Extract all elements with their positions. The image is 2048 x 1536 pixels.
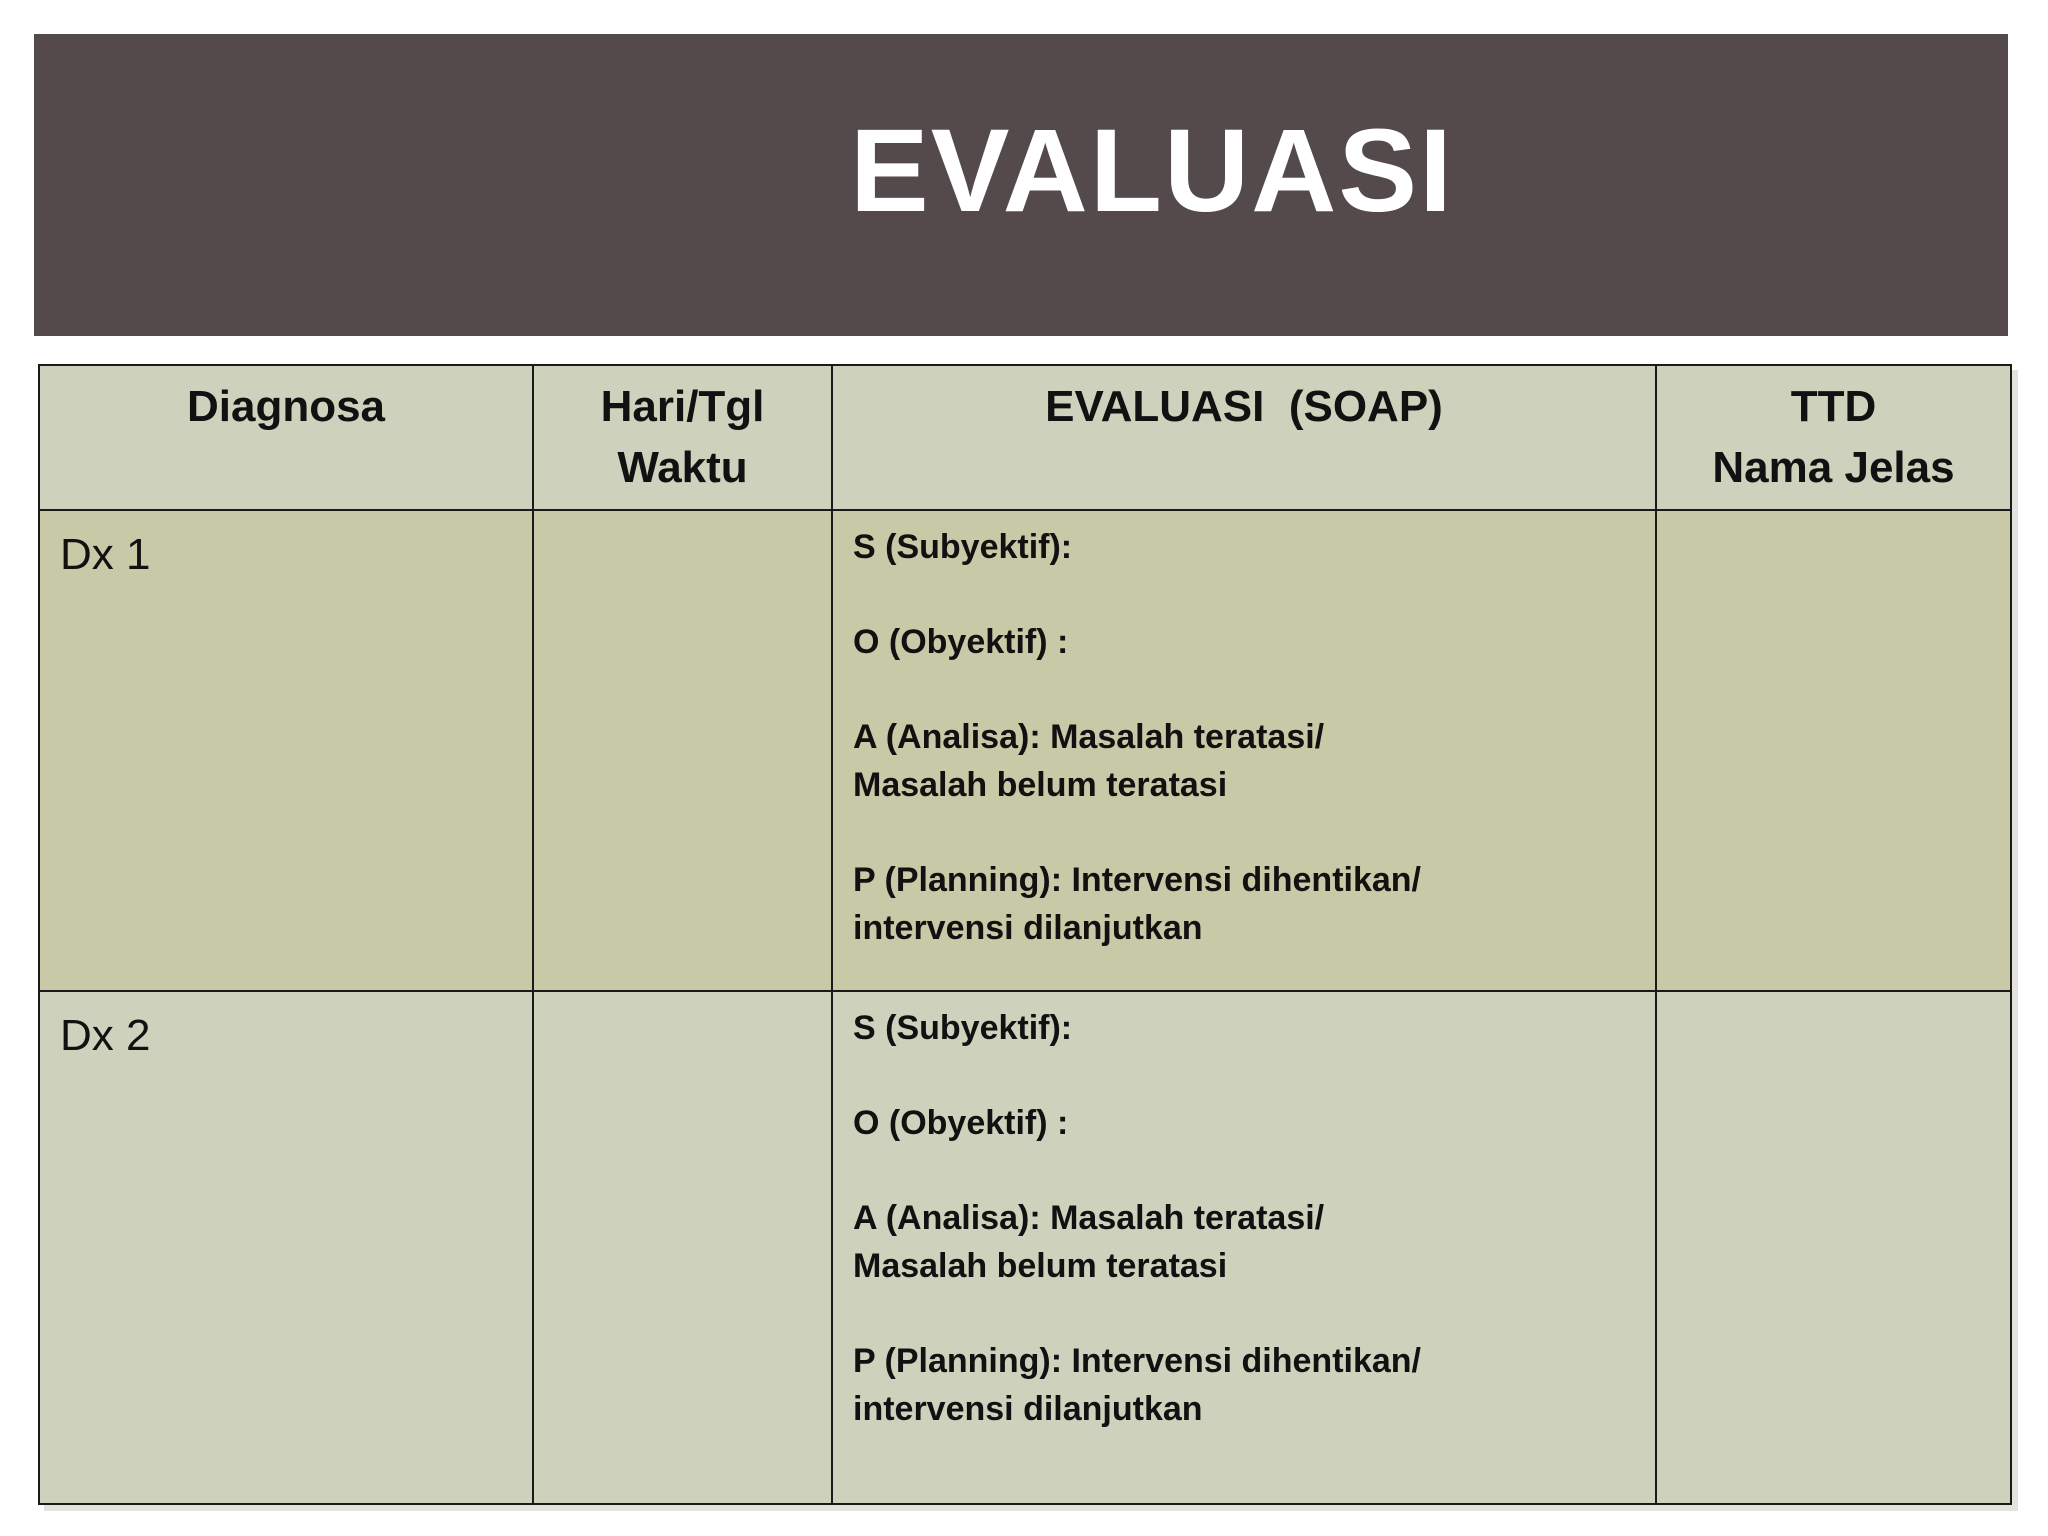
page-title: EVALUASI	[850, 105, 1454, 237]
diagnosa-cell[interactable]	[39, 991, 533, 1504]
ttd-cell[interactable]	[1656, 510, 2011, 991]
header-evaluasi	[832, 365, 1656, 510]
table-row	[39, 991, 2011, 1504]
ttd-cell[interactable]	[1656, 991, 2011, 1504]
soap-analisa-line1: A (Analisa): Masalah teratasi/	[853, 1199, 1325, 1237]
soap-planning-line2: intervensi dilanjutkan	[853, 1390, 1203, 1428]
dx-label: Dx 1	[60, 530, 151, 579]
header-ttd	[1656, 365, 2011, 510]
soap-analisa-line2: Masalah belum teratasi	[853, 766, 1228, 804]
header-hari-tgl	[533, 365, 832, 510]
evaluation-table	[38, 364, 2012, 1505]
header-ttd-line1: TTD	[1790, 382, 1877, 431]
header-evaluasi-label: EVALUASI (SOAP)	[1045, 382, 1443, 431]
soap-cell[interactable]	[832, 991, 1656, 1504]
soap-cell[interactable]	[832, 510, 1656, 991]
header-ttd-line2: Nama Jelas	[1712, 443, 1955, 492]
hari-tgl-cell[interactable]	[533, 991, 832, 1504]
soap-obyektif: O (Obyektif) :	[853, 1104, 1069, 1142]
header-diagnosa-label: Diagnosa	[186, 382, 386, 431]
table-header-row	[39, 365, 2011, 510]
soap-planning-line1: P (Planning): Intervensi dihentikan/	[853, 1342, 1422, 1380]
soap-planning-line1: P (Planning): Intervensi dihentikan/	[853, 861, 1422, 899]
header-diagnosa	[39, 365, 533, 510]
soap-analisa-line2: Masalah belum teratasi	[853, 1247, 1228, 1285]
soap-subyektif: S (Subyektif):	[853, 1009, 1073, 1047]
header-hari-tgl-line2: Waktu	[617, 443, 748, 492]
soap-planning-line2: intervensi dilanjutkan	[853, 909, 1203, 947]
diagnosa-cell[interactable]	[39, 510, 533, 991]
table-row	[39, 510, 2011, 991]
header-hari-tgl-line1: Hari/Tgl	[600, 382, 765, 431]
soap-subyektif: S (Subyektif):	[853, 528, 1073, 566]
soap-analisa-line1: A (Analisa): Masalah teratasi/	[853, 718, 1325, 756]
dx-label: Dx 2	[60, 1011, 151, 1060]
hari-tgl-cell[interactable]	[533, 510, 832, 991]
soap-obyektif: O (Obyektif) :	[853, 623, 1069, 661]
